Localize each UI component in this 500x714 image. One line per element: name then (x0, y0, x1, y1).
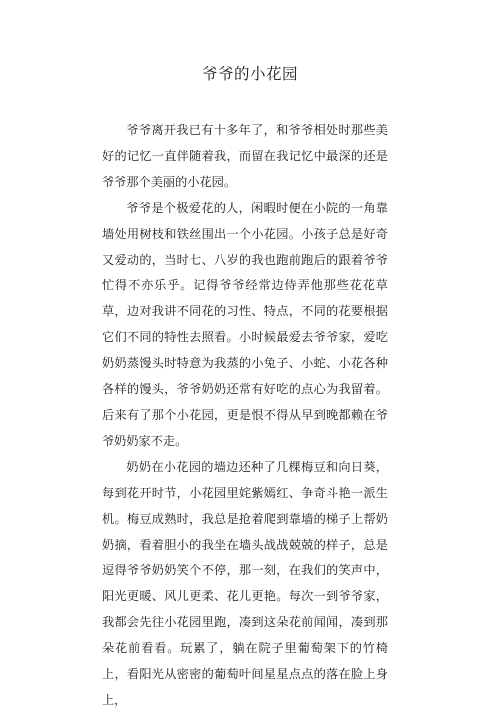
paragraph-3: 奶奶在小花园的墙边还种了几棵梅豆和向日葵，每到花开时节，小花园里姹紫嫣红、争奇斗艳一派生机。梅豆成熟时，我总是抢着爬到靠墙的梯子上帮奶奶摘，看着胆小的我坐在墙头战战兢兢的样子，总是逗得爷爷奶奶笑个不停，那一刻，在我们的笑声中，阳光更暖、风儿更柔、花儿更艳。每次一到爷爷家，我都会先往小花园里跑，凑到这朵花前闻闻，凑到那朵花前看看。玩累了，躺在院子里葡萄架下的竹椅上，看阳光从密密的葡萄叶间星星点点的落在脸上身上， (102, 459, 388, 707)
document-title: 爷爷的小花园 (201, 65, 298, 83)
paragraph-2: 爷爷是个极爱花的人，闲暇时便在小院的一角靠墙处用树枝和铁丝围出一个小花园。小孩子总是好奇又爱动的，当时七、八岁的我也跑前跑后的跟着爷爷忙得不亦乐乎。记得爷爷经常边侍弄他那些花花草草，边对我讲不同花的习性、特点，不同的花要根据它们不同的特性去照看。小时候最爱去爷爷家，爱吃奶奶蒸馒头时特意为我蒸的小兔子、小蛇、小花各种各样的馒头，爷爷奶奶还常有好吃的点心为我留着。后来有了那个小花园，更是恨不得从早到晚都赖在爷爷奶奶家不走。 (102, 200, 388, 448)
document-body (102, 118, 388, 714)
paragraph-1: 爷爷离开我已有十多年了，和爷爷相处时那些美好的记忆一直伴随着我，而留在我记忆中最深的还是爷爷那个美丽的小花园。 (102, 123, 388, 189)
